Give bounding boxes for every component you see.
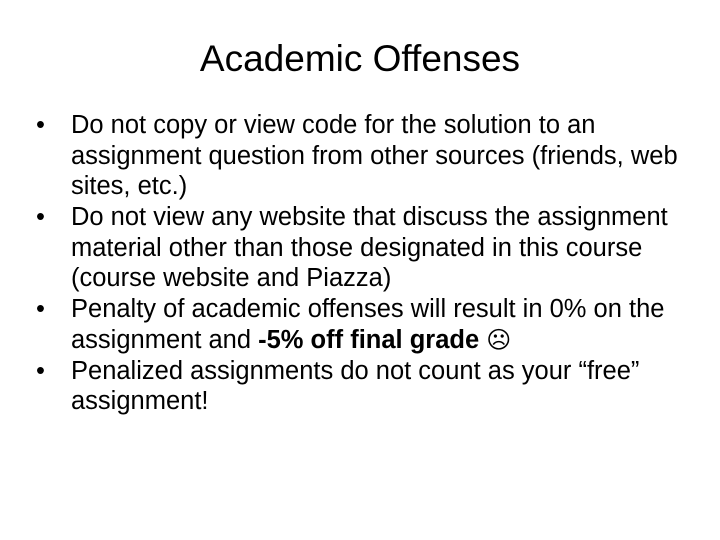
bullet-dot-icon: • [36, 203, 45, 231]
bullet-item-copy-code [36, 110, 686, 202]
bullet-item-free-assignment [36, 356, 686, 417]
bullet-dot-icon: • [36, 356, 45, 385]
bullet-dot-icon: • [36, 295, 45, 323]
frowning-face-icon: ☹ [486, 325, 512, 354]
bullet-dot-icon: • [36, 111, 45, 139]
penalty-emphasis: -5% off final grade [258, 325, 480, 354]
bullet-text: Penalized assignments do not count as your “free” assignment! [71, 356, 640, 415]
bullet-list [36, 110, 686, 417]
slide-title: Academic Offenses [199, 38, 521, 79]
bullet-item-view-website [36, 202, 686, 294]
bullet-text: Penalty of academic offenses will result in 0% on the assignment and [71, 295, 665, 354]
bullet-item-penalty [36, 294, 686, 355]
bullet-text: Do not copy or view code for the solution to an assignment question from other sources (friends, web sites, etc.) [71, 111, 678, 200]
bullet-text: Do not view any website that discuss the assignment material other than those designated in this course (course website and Piazza) [71, 203, 668, 292]
